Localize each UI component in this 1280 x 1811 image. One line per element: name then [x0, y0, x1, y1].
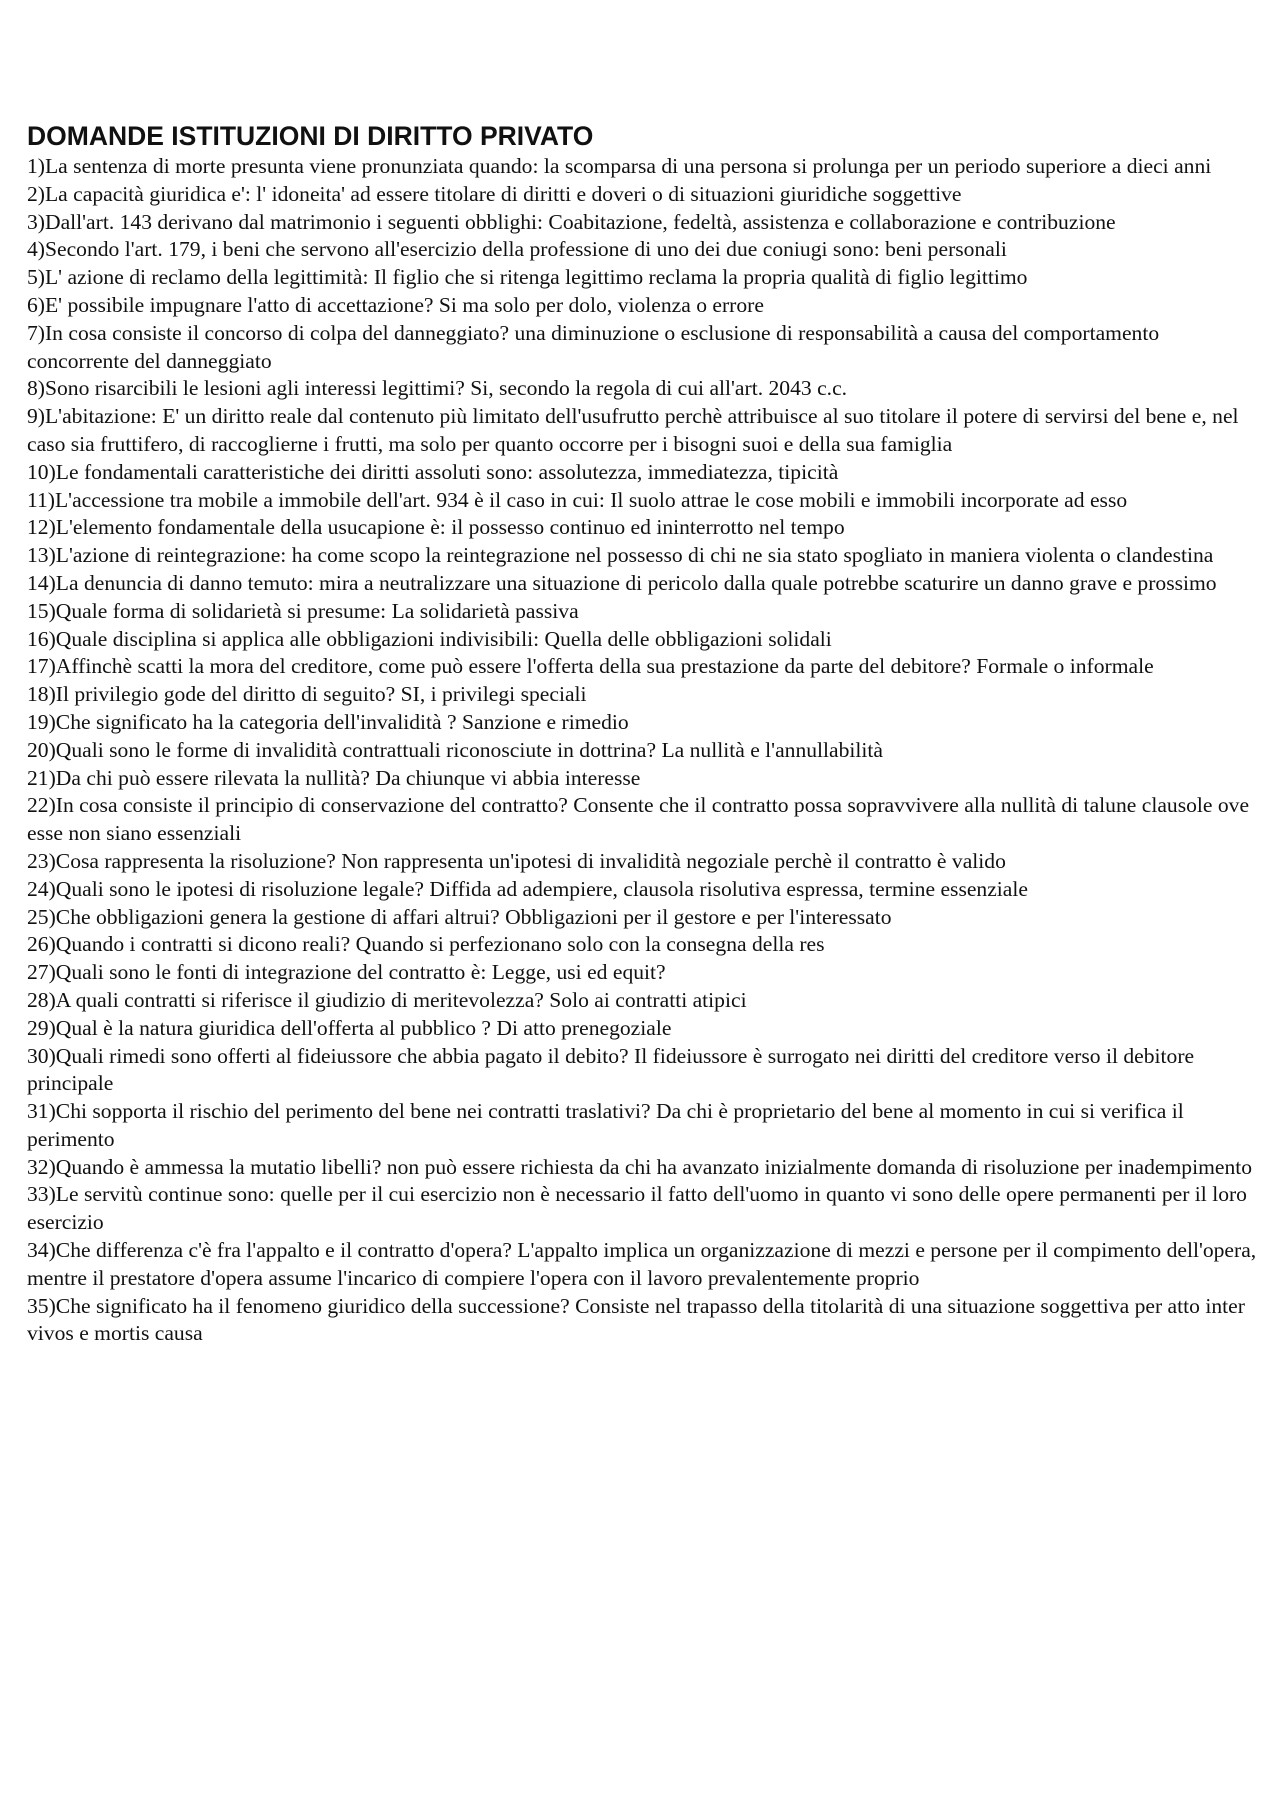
question-item: 10)Le fondamentali caratteristiche dei diritti assoluti sono: assolutezza, immediatezza, tipicità: [27, 459, 839, 484]
question-item: 13)L'azione di reintegrazione: ha come scopo la reintegrazione nel possesso di chi ne sia stato spogliato in maniera violenta o clandestina: [27, 543, 1214, 568]
question-list: [27, 153, 1262, 1348]
question-item: 30)Quali rimedi sono offerti al fideiussore che abbia pagato il debito? Il fideiussore è surrogato nei diritti del creditore verso il debitore principale: [27, 1043, 1195, 1096]
question-item: 14)La denuncia di danno temuto: mira a neutralizzare una situazione di pericolo dalla quale potrebbe scaturire un danno grave e prossimo: [27, 570, 1217, 595]
question-item: 8)Sono risarcibili le lesioni agli interessi legittimi? Si, secondo la regola di cui all'art. 2043 c.c.: [27, 376, 848, 401]
question-item: 19)Che significato ha la categoria dell'invalidità ? Sanzione e rimedio: [27, 709, 629, 734]
question-item: 32)Quando è ammessa la mutatio libelli? non può essere richiesta da chi ha avanzato inizialmente domanda di risoluzione per inadempimento: [27, 1154, 1253, 1179]
question-item: 2)La capacità giuridica e': l' idoneita' ad essere titolare di diritti e doveri o di situazioni giuridiche soggettive: [27, 181, 962, 206]
question-item: 17)Affinchè scatti la mora del creditore, come può essere l'offerta della sua prestazione da parte del debitore? Formale o informale: [27, 654, 1154, 679]
question-item: 12)L'elemento fondamentale della usucapione è: il possesso continuo ed ininterrotto nel tempo: [27, 515, 845, 540]
question-item: 31)Chi sopporta il rischio del perimento del bene nei contratti traslativi? Da chi è proprietario del bene al momento in cui si verifica il perimento: [27, 1099, 1184, 1151]
question-item: 27)Quali sono le fonti di integrazione del contratto è: Legge, usi ed equit?: [27, 960, 666, 985]
question-item: 29)Qual è la natura giuridica dell'offerta al pubblico ? Di atto prenegoziale: [27, 1015, 672, 1040]
question-item: 1)La sentenza di morte presunta viene pronunziata quando: la scomparsa di una persona si prolunga per un periodo superiore a dieci anni: [27, 154, 1212, 178]
question-item: 25)Che obbligazioni genera la gestione di affari altrui? Obbligazioni per il gestore e per l'interessato: [27, 904, 892, 929]
question-item: 35)Che significato ha il fenomeno giuridico della successione? Consiste nel trapasso della titolarità di una situazione soggettiva per atto inter vivos e mortis causa: [27, 1293, 1245, 1346]
question-item: 5)L' azione di reclamo della legittimità: Il figlio che si ritenga legittimo reclama la propria qualità di figlio legittimo: [27, 265, 1028, 290]
question-item: 11)L'accessione tra mobile a immobile dell'art. 934 è il caso in cui: Il suolo attrae le cose mobili e immobili incorporate ad esso: [27, 487, 1128, 512]
question-item: 3)Dall'art. 143 derivano dal matrimonio i seguenti obblighi: Coabitazione, fedeltà, assistenza e collaborazione e contribuzione: [27, 209, 1116, 234]
question-item: 26)Quando i contratti si dicono reali? Quando si perfezionano solo con la consegna della res: [27, 932, 825, 957]
question-item: 23)Cosa rappresenta la risoluzione? Non rappresenta un'ipotesi di invalidità negoziale perchè il contratto è valido: [27, 848, 1006, 873]
question-item: 4)Secondo l'art. 179, i beni che servono all'esercizio della professione di uno dei due coniugi sono: beni personali: [27, 237, 1007, 262]
question-item: 33)Le servitù continue sono: quelle per il cui esercizio non è necessario il fatto dell'uomo in quanto vi sono delle opere permanenti per il loro esercizio: [27, 1182, 1247, 1235]
question-item: 6)E' possibile impugnare l'atto di accettazione? Si ma solo per dolo, violenza o errore: [27, 292, 764, 317]
document-page: [27, 120, 1262, 1348]
question-item: 24)Quali sono le ipotesi di risoluzione legale? Diffida ad adempiere, clausola risolutiva espressa, termine essenziale: [27, 876, 1028, 901]
question-item: 15)Quale forma di solidarietà si presume: La solidarietà passiva: [27, 598, 579, 623]
question-item: 18)Il privilegio gode del diritto di seguito? SI, i privilegi speciali: [27, 682, 587, 707]
question-item: 22)In cosa consiste il principio di conservazione del contratto? Consente che il contratto possa sopravvivere alla nullità di talune clausole ove esse non siano essenziali: [27, 793, 1250, 846]
question-item: 28)A quali contratti si riferisce il giudizio di meritevolezza? Solo ai contratti atipici: [27, 987, 747, 1012]
question-item: 20)Quali sono le forme di invalidità contrattuali riconosciute in dottrina? La nullità e l'annullabilità: [27, 737, 884, 762]
question-item: 7)In cosa consiste il concorso di colpa del danneggiato? una diminuzione o esclusione di responsabilità a causa del comportamento concorrente del danneggiato: [27, 320, 1160, 373]
question-item: 16)Quale disciplina si applica alle obbligazioni indivisibili: Quella delle obbligazioni solidali: [27, 626, 832, 651]
document-title: DOMANDE ISTITUZIONI DI DIRITTO PRIVATO: [27, 121, 594, 151]
question-item: 34)Che differenza c'è fra l'appalto e il contratto d'opera? L'appalto implica un organizzazione di mezzi e persone per il compimento dell'opera, mentre il prestatore d'opera assume l'incarico di compiere l'opera con il lavoro prevalentemente proprio: [27, 1238, 1257, 1290]
question-item: 21)Da chi può essere rilevata la nullità? Da chiunque vi abbia interesse: [27, 765, 641, 790]
question-item: 9)L'abitazione: E' un diritto reale dal contenuto più limitato dell'usufrutto perchè attribuisce al suo titolare il potere di servirsi del bene e, nel caso sia fruttifero, di raccoglierne i frutti, ma solo per quanto occorre per i bisogni suoi e della sua famiglia: [27, 404, 1239, 456]
